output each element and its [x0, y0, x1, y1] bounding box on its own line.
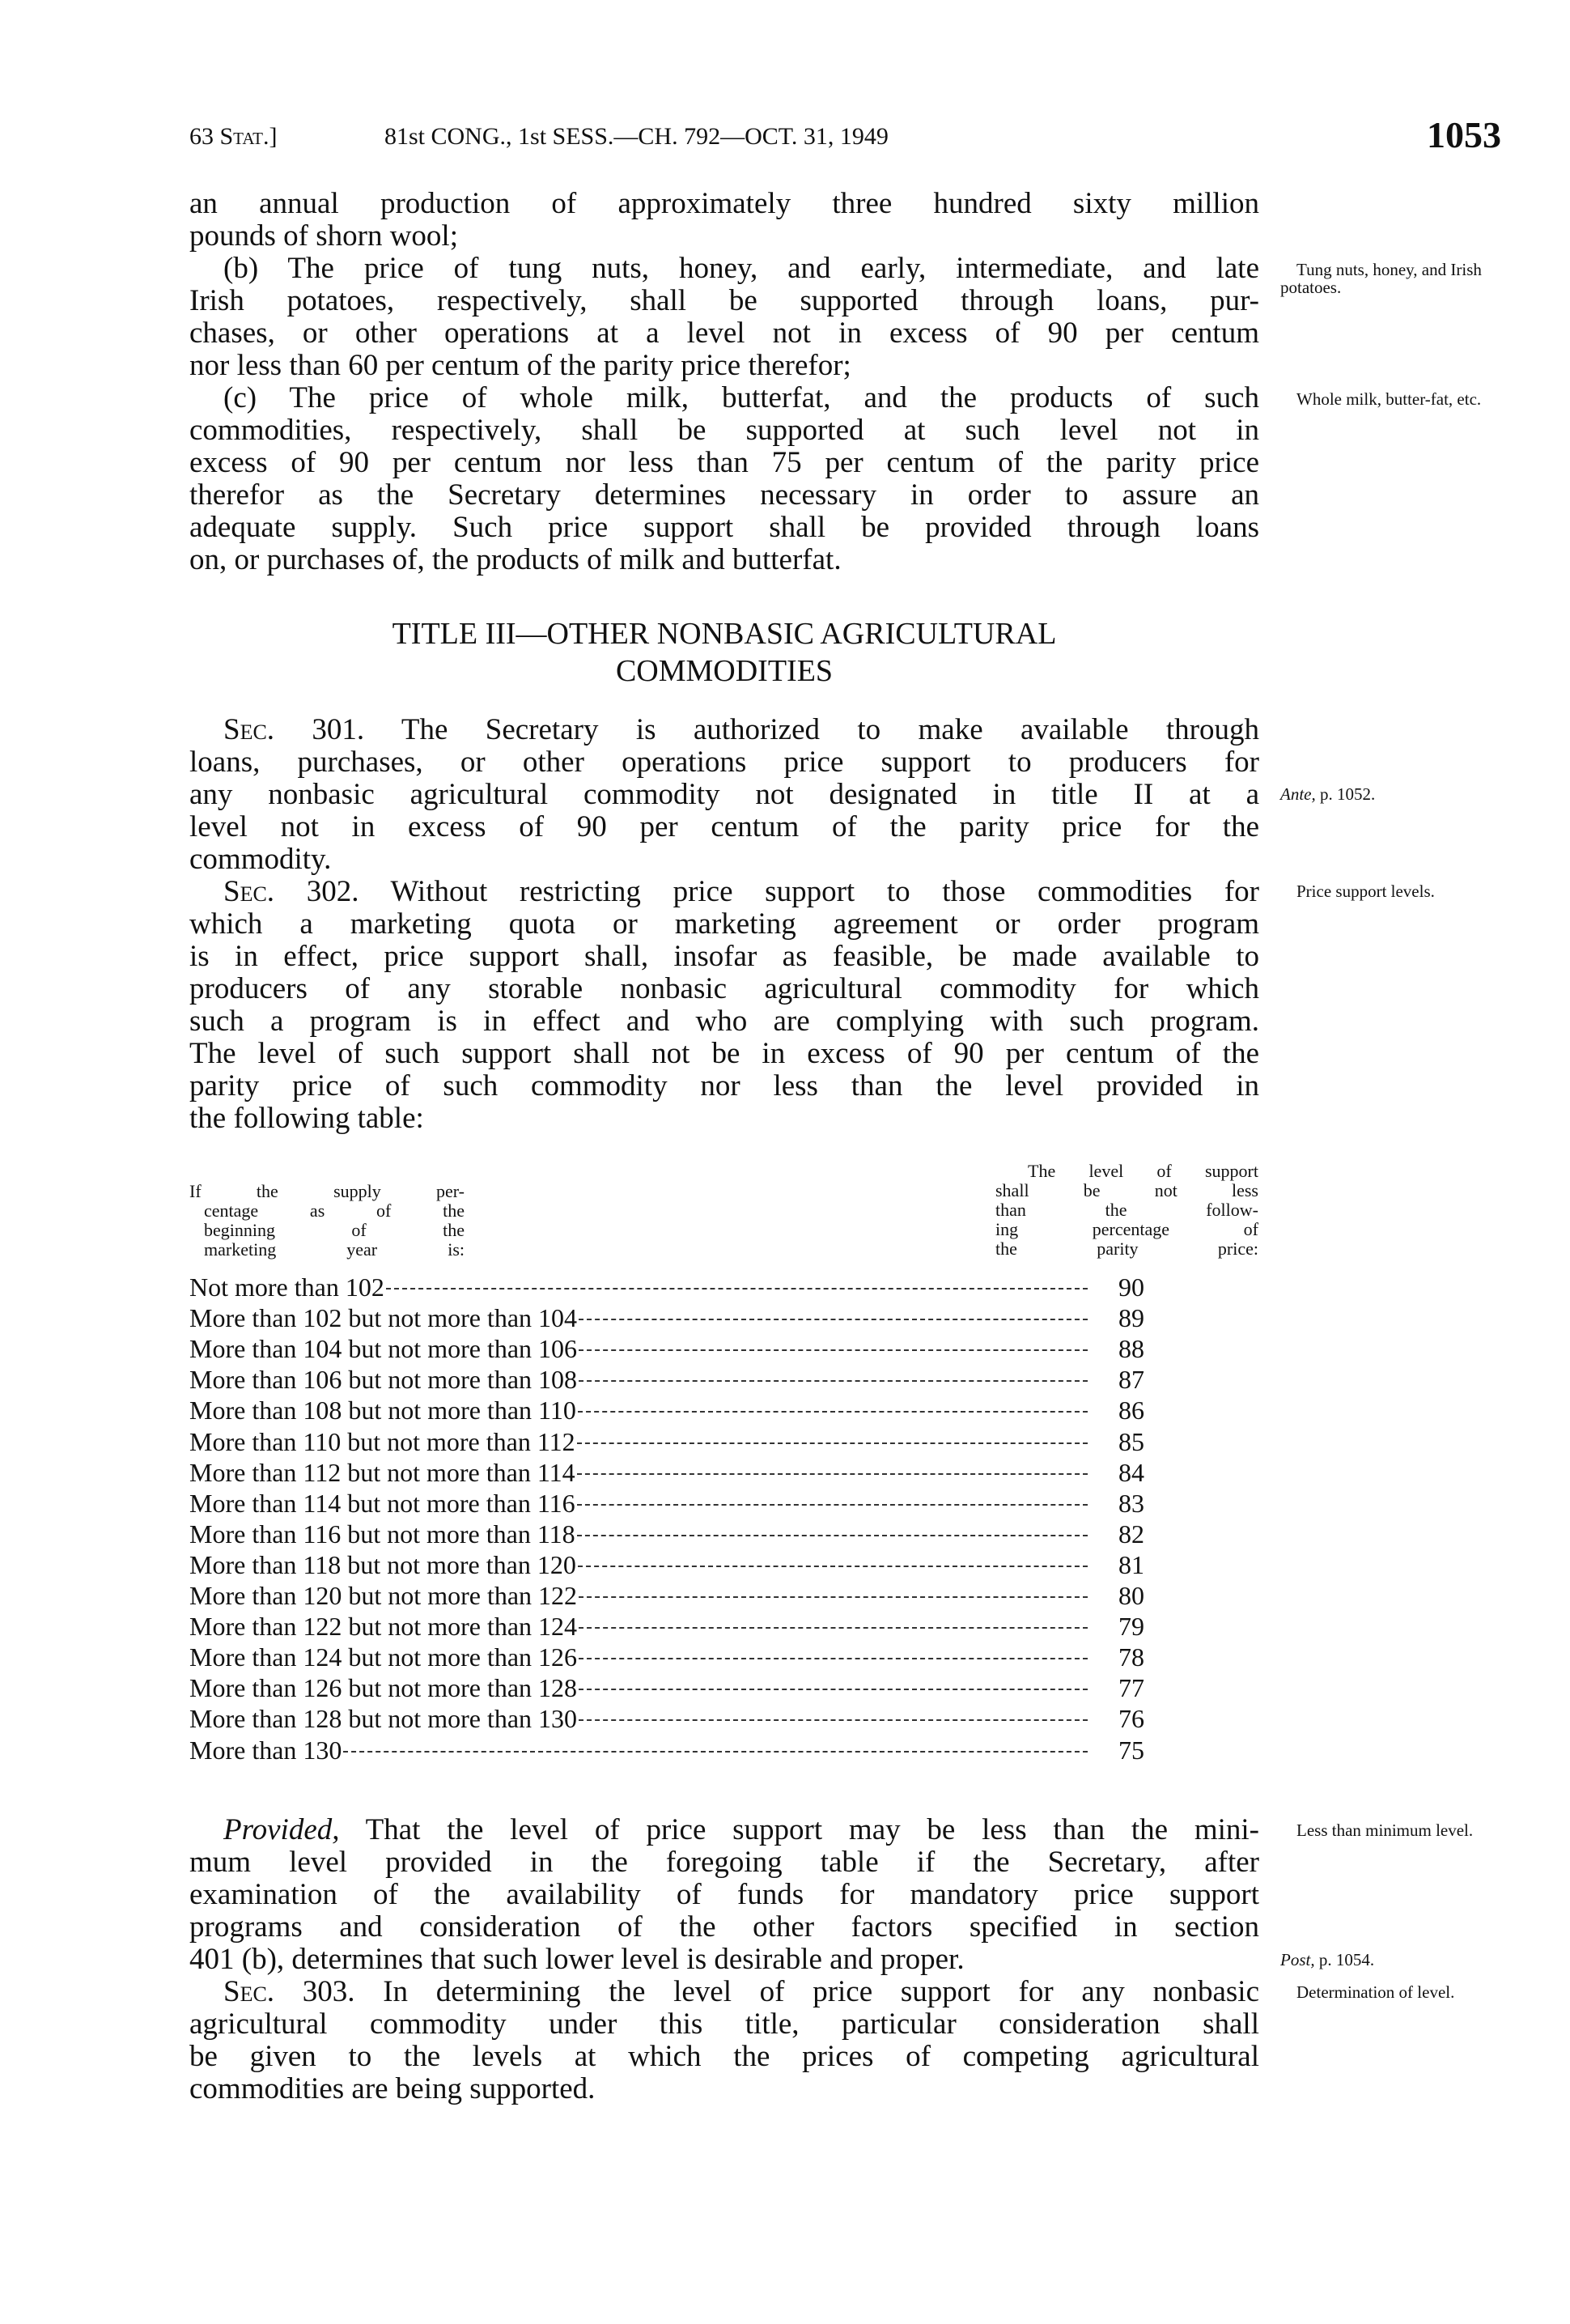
text-line: [189, 1005, 1259, 1038]
text-line: [189, 973, 1259, 1005]
table-row: [189, 1302, 1144, 1333]
support-percentage: 78: [1118, 1642, 1144, 1672]
header-line: centage as of the: [204, 1200, 465, 1221]
table-row: [189, 1519, 1144, 1549]
text-line: [189, 714, 1259, 746]
header-line: marketing year is:: [204, 1239, 465, 1260]
line-text: an annual production of approximately three hundred sixty million: [189, 187, 1259, 220]
support-percentage: 89: [1118, 1303, 1144, 1333]
text-line: [189, 1976, 1259, 2008]
dot-leader: [578, 1565, 1088, 1567]
line-text: excess of 90 per centum nor less than 75 per centum of the parity price: [189, 446, 1259, 479]
dot-leader: [579, 1688, 1088, 1690]
support-percentage: 84: [1118, 1457, 1144, 1487]
header-line: If the supply per-: [189, 1181, 465, 1201]
support-percentage: 85: [1118, 1426, 1144, 1456]
line-text: chases, or other operations at a level not in excess of 90 per centum: [189, 317, 1259, 350]
supply-range: Not more than 102: [189, 1272, 384, 1302]
text-line: [189, 1879, 1259, 1911]
line-text: therefor as the Secretary determines necessary in order to assure an: [189, 478, 1259, 512]
table-row: [189, 1735, 1144, 1765]
supply-range: More than 118 but not more than 120: [189, 1549, 576, 1579]
text-line: [189, 2073, 1259, 2105]
support-percentage: 83: [1118, 1488, 1144, 1518]
note-text: Determination of level.: [1296, 1982, 1455, 2002]
header-line: ing percentage of: [995, 1219, 1258, 1239]
note-text: Tung nuts, honey, and Irish potatoes.: [1280, 260, 1482, 297]
text-line: [189, 779, 1259, 811]
line-text: examination of the availability of funds for mandatory price support: [189, 1878, 1259, 1911]
line-text: In determining the level of price support for any nonbasic: [383, 1975, 1259, 2008]
table-row: [189, 1457, 1144, 1488]
supply-range: More than 126 but not more than 128: [189, 1673, 578, 1703]
title-line: TITLE III—OTHER NONBASIC AGRICULTURAL: [392, 617, 1057, 651]
text-line: [189, 317, 1259, 350]
note-text: p. 1052.: [1319, 784, 1376, 804]
supply-range: More than 120 but not more than 122: [189, 1581, 578, 1610]
table-row: [189, 1364, 1144, 1395]
text-line: [189, 188, 1259, 220]
section-text-sec301-302: [189, 714, 1259, 1135]
text-line: [189, 876, 1259, 908]
note-text: Whole milk, butter-fat, etc.: [1296, 389, 1482, 409]
dot-leader: [577, 1503, 1088, 1506]
line-text: nor less than 60 per centum of the parity price therefor;: [189, 349, 851, 382]
dot-leader: [579, 1349, 1088, 1351]
note-lead: Post,: [1280, 1950, 1315, 1969]
text-line: [189, 382, 1259, 414]
table-header-supply: [189, 1182, 465, 1260]
support-percentage: 90: [1118, 1272, 1144, 1302]
margin-note: [1280, 882, 1503, 900]
dot-leader: [579, 1318, 1088, 1320]
note-text: p. 1054.: [1318, 1950, 1375, 1969]
support-percentage: 86: [1118, 1396, 1144, 1425]
support-percentage: 76: [1118, 1704, 1144, 1734]
text-line: [189, 1070, 1259, 1103]
dot-leader: [386, 1287, 1088, 1289]
table-row: [189, 1549, 1144, 1580]
table-row: [189, 1333, 1144, 1364]
line-text: pounds of shorn wool;: [189, 219, 458, 253]
title-heading: [189, 615, 1259, 690]
line-text: commodity.: [189, 843, 332, 876]
line-text: on, or purchases of, the products of milk and butterfat.: [189, 543, 842, 576]
line-text: adequate supply. Such price support shall be provided through loans: [189, 511, 1259, 544]
dot-leader: [579, 1657, 1088, 1659]
text-line: [189, 811, 1259, 843]
table-row: [189, 1272, 1144, 1302]
supply-range: More than 124 but not more than 126: [189, 1642, 578, 1672]
note-text: Price support levels.: [1296, 882, 1435, 901]
margin-note: [1280, 1821, 1503, 1839]
supply-range: More than 112 but not more than 114: [189, 1457, 575, 1487]
supply-range: More than 114 but not more than 116: [189, 1488, 575, 1518]
header-line: beginning of the: [204, 1220, 465, 1240]
dot-leader: [579, 1719, 1088, 1721]
dot-leader: [577, 1472, 1088, 1475]
paragraph-lead: Provided,: [223, 1813, 340, 1846]
line-text: Without restricting price support to those commodities for: [390, 875, 1259, 908]
dot-leader: [579, 1626, 1088, 1629]
table-row: [189, 1672, 1144, 1703]
line-text: which a marketing quota or marketing agreement or order program: [189, 907, 1259, 941]
dot-leader: [577, 1442, 1088, 1444]
section-text-top: [189, 188, 1259, 576]
dot-leader: [579, 1595, 1088, 1598]
line-text: That the level of price support may be less than the mini-: [365, 1813, 1259, 1846]
text-line: [189, 746, 1259, 779]
dot-leader: [579, 1379, 1088, 1382]
line-text: programs and consideration of the other factors specified in section: [189, 1910, 1259, 1944]
supply-range: More than 122 but not more than 124: [189, 1612, 578, 1642]
margin-note: [1280, 785, 1503, 803]
table-row: [189, 1611, 1144, 1642]
section-text-bottom: [189, 1814, 1259, 2105]
text-line: [189, 1911, 1259, 1944]
header-line: shall be not less: [995, 1180, 1258, 1200]
supply-range: More than 110 but not more than 112: [189, 1426, 575, 1456]
support-percentage: 88: [1118, 1334, 1144, 1364]
table-row: [189, 1395, 1144, 1425]
header-line: the parity price:: [995, 1238, 1258, 1259]
text-line: [189, 1814, 1259, 1846]
support-percentage: 77: [1118, 1673, 1144, 1703]
line-text: The Secretary is authorized to make available through: [401, 713, 1259, 746]
margin-note: [1280, 390, 1503, 408]
support-percentage: 81: [1118, 1549, 1144, 1579]
margin-note: [1280, 1983, 1503, 2001]
supply-range: More than 116 but not more than 118: [189, 1519, 575, 1549]
line-text: Irish potatoes, respectively, shall be supported through loans, pur-: [189, 284, 1259, 317]
table-row: [189, 1580, 1144, 1611]
line-text: loans, purchases, or other operations price support to producers for: [189, 746, 1259, 779]
supply-range: More than 102 but not more than 104: [189, 1303, 578, 1333]
dot-leader: [578, 1410, 1088, 1413]
support-percentage: 82: [1118, 1519, 1144, 1549]
line-text: is in effect, price support shall, insofar as feasible, be made available to: [189, 940, 1259, 973]
support-percentage: 80: [1118, 1581, 1144, 1610]
line-text: (c) The price of whole milk, butterfat, and the products of such: [223, 381, 1259, 414]
text-line: [189, 2008, 1259, 2041]
running-head-session: 81st CONG., 1st SESS.—CH. 792—OCT. 31, 1949: [384, 123, 889, 150]
margin-note: [1280, 261, 1503, 296]
text-line: [189, 220, 1259, 253]
note-lead: Ante,: [1280, 784, 1316, 804]
text-line: [189, 941, 1259, 973]
text-line: [189, 908, 1259, 941]
table-header-support-level: [995, 1162, 1258, 1259]
dot-leader: [577, 1534, 1088, 1536]
title-line: COMMODITIES: [615, 654, 834, 688]
supply-range: More than 104 but not more than 106: [189, 1334, 578, 1364]
text-line: [189, 544, 1259, 576]
support-percentage: 75: [1118, 1735, 1144, 1765]
paragraph-lead: Sec. 302.: [223, 875, 359, 908]
line-text: such a program is in effect and who are complying with such program.: [189, 1005, 1259, 1038]
line-text: 401 (b), determines that such lower level is desirable and proper.: [189, 1943, 965, 1976]
supply-range: More than 106 but not more than 108: [189, 1365, 578, 1395]
line-text: commodities are being supported.: [189, 2072, 596, 2105]
support-percentage: 87: [1118, 1365, 1144, 1395]
header-line: than the follow-: [995, 1200, 1258, 1220]
table-row: [189, 1703, 1144, 1734]
line-text: parity price of such commodity nor less than the level provided in: [189, 1069, 1259, 1103]
table-row: [189, 1642, 1144, 1672]
text-line: [189, 350, 1259, 382]
line-text: be given to the levels at which the prices of competing agricultural: [189, 2040, 1259, 2073]
line-text: level not in excess of 90 per centum of the parity price for the: [189, 810, 1259, 843]
header-line: The level of support: [1028, 1161, 1258, 1181]
text-line: [189, 1038, 1259, 1070]
running-head-volume: 63 Stat.]: [189, 123, 278, 150]
line-text: the following table:: [189, 1102, 424, 1135]
line-text: producers of any storable nonbasic agricultural commodity for which: [189, 972, 1259, 1005]
text-line: [189, 285, 1259, 317]
text-line: [189, 1846, 1259, 1879]
line-text: (b) The price of tung nuts, honey, and early, intermediate, and late: [223, 252, 1259, 285]
paragraph-lead: Sec. 301.: [223, 713, 365, 746]
text-line: [189, 447, 1259, 479]
margin-note: [1280, 1951, 1503, 1969]
line-text: commodities, respectively, shall be supported at such level not in: [189, 414, 1259, 447]
line-text: The level of such support shall not be in excess of 90 per centum of the: [189, 1037, 1259, 1070]
supply-range: More than 128 but not more than 130: [189, 1704, 578, 1734]
supply-range: More than 130: [189, 1735, 342, 1765]
supply-range: More than 108 but not more than 110: [189, 1396, 576, 1425]
line-text: any nonbasic agricultural commodity not designated in title II at a: [189, 778, 1259, 811]
text-line: [189, 843, 1259, 876]
page-number: 1053: [1427, 114, 1501, 155]
table-row: [189, 1488, 1144, 1519]
line-text: agricultural commodity under this title, particular consideration shall: [189, 2007, 1259, 2041]
paragraph-lead: Sec. 303.: [223, 1975, 355, 2008]
text-line: [189, 479, 1259, 512]
dot-leader: [343, 1750, 1088, 1753]
text-line: [189, 512, 1259, 544]
text-line: [189, 1944, 1259, 1976]
text-line: [189, 2041, 1259, 2073]
text-line: [189, 253, 1259, 285]
text-line: [189, 1103, 1259, 1135]
note-text: Less than minimum level.: [1296, 1821, 1474, 1840]
table-row: [189, 1426, 1144, 1457]
support-percentage: 79: [1118, 1612, 1144, 1642]
text-line: [189, 414, 1259, 447]
line-text: mum level provided in the foregoing table if the Secretary, after: [189, 1846, 1259, 1879]
